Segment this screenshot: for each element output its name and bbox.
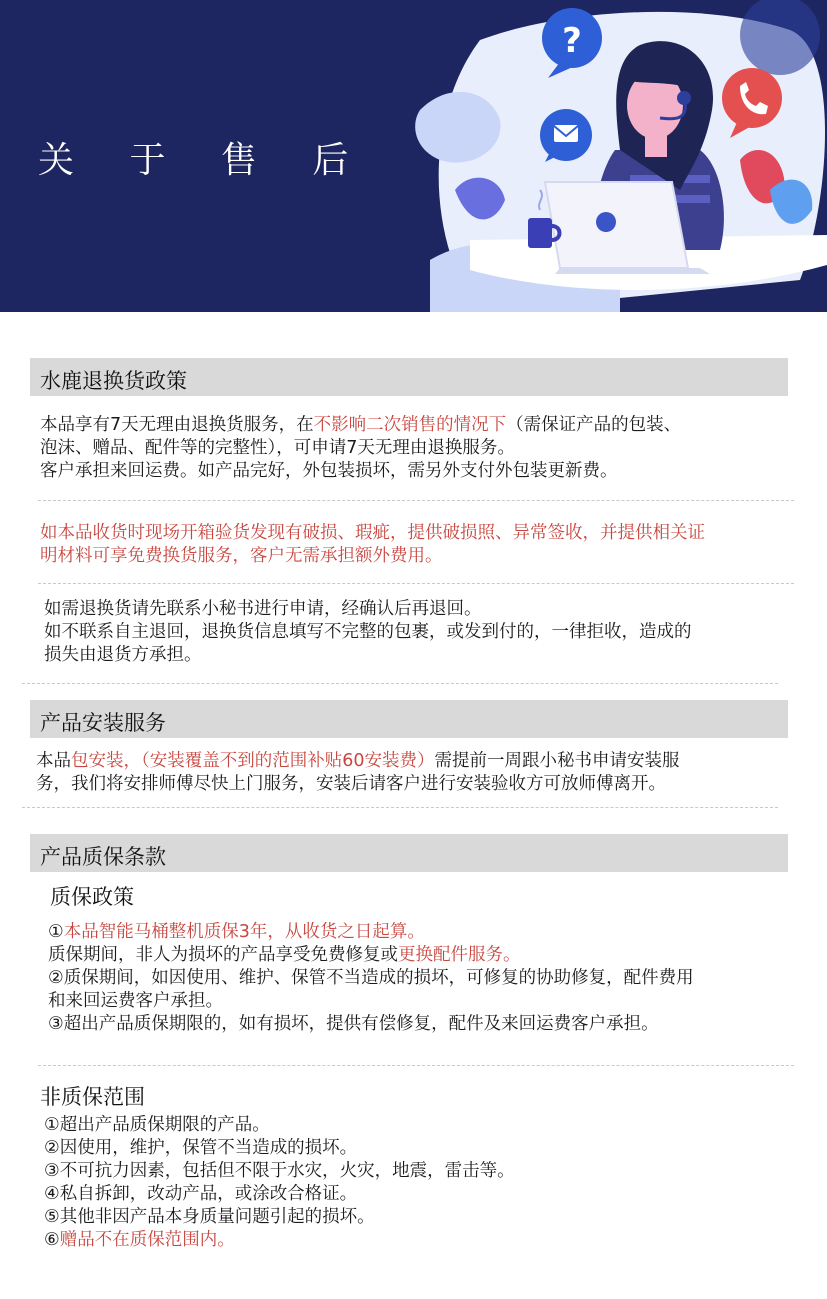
divider	[38, 1065, 794, 1066]
return-policy-paragraph-2	[40, 522, 705, 568]
section-heading-warranty	[30, 834, 788, 872]
text-span: ①	[48, 922, 64, 942]
return-policy-paragraph-3	[44, 598, 692, 667]
install-paragraph	[36, 750, 680, 796]
list-item: ③不可抗力因素，包括但不限于水灾，火灾，地震，雷击等。	[44, 1161, 515, 1181]
non-warranty-title: 非质保范围	[40, 1085, 145, 1109]
text-line: 如需退换货请先联系小秘书进行申请，经确认后再退回。	[44, 599, 482, 619]
highlight-text: 不影响二次销售的情况下	[313, 415, 507, 435]
divider	[22, 807, 778, 808]
text-line: ③超出产品质保期限的，如有损坏，提供有偿修复，配件及来回运费客户承担。	[48, 1014, 659, 1034]
divider	[38, 500, 794, 501]
non-warranty-items	[44, 1114, 515, 1252]
text-line: 和来回运费客户承担。	[48, 991, 223, 1011]
list-item: ②因使用，维护，保管不当造成的损坏。	[44, 1138, 358, 1158]
warranty-policy-items	[48, 921, 694, 1036]
highlight-text: 更换配件服务。	[398, 945, 521, 965]
hero-banner	[0, 0, 827, 312]
text-span: （需保证产品的包装、	[506, 415, 682, 435]
text-span: 质保期间，非人为损坏的产品享受免费修复或	[48, 945, 398, 965]
divider	[38, 583, 794, 584]
page-title: 关 于 售 后	[38, 140, 371, 181]
highlight-text: 包安装，（安装覆盖不到的范围补贴60安装费）	[71, 751, 435, 771]
list-item: ①超出产品质保期限的产品。	[44, 1115, 270, 1135]
text-line: 损失由退货方承担。	[44, 645, 202, 665]
list-item: ⑤其他非因产品本身质量问题引起的损坏。	[44, 1207, 375, 1227]
text-line: 客户承担来回运费。如产品完好，外包装损坏，需另外支付外包装更新费。	[40, 461, 618, 481]
text-span: ⑥	[44, 1230, 60, 1250]
text-line	[48, 921, 694, 944]
text-span: 本品享有7天无理由退换货服务，在	[40, 415, 314, 435]
section-heading-text: 产品安装服务	[40, 711, 166, 735]
section-heading-text: 水鹿退换货政策	[40, 369, 187, 393]
list-item	[44, 1229, 515, 1252]
section-heading-text: 产品质保条款	[40, 845, 166, 869]
text-span: 本品	[36, 751, 71, 771]
text-line: 泡沫、赠品、配件等的完整性），可申请7天无理由退换服务。	[40, 438, 515, 458]
divider	[22, 683, 778, 684]
text-line: 如不联系自主退回，退换货信息填写不完整的包裹，或发到付的，一律拒收，造成的	[44, 622, 692, 642]
section-heading-return-policy	[30, 358, 788, 396]
highlight-text: 如本品收货时现场开箱验货发现有破损、瑕疵，提供破损照、异常签收，并提供相关证	[40, 523, 705, 543]
highlight-text: 明材料可享免费换货服务，客户无需承担额外费用。	[40, 546, 443, 566]
text-line	[36, 750, 680, 773]
text-span: 需提前一周跟小秘书申请安装服	[434, 751, 680, 771]
highlight-text: 赠品不在质保范围内。	[59, 1230, 235, 1250]
svg-text:?: ?	[562, 21, 582, 61]
text-line: ②质保期间，如因使用、维护、保管不当造成的损坏，可修复的协助修复，配件费用	[48, 968, 694, 988]
warranty-policy-title: 质保政策	[50, 885, 134, 909]
text-line	[40, 414, 681, 437]
list-item: ④私自拆卸，改动产品，或涂改合格证。	[44, 1184, 358, 1204]
return-policy-paragraph-1	[40, 414, 681, 483]
section-heading-install	[30, 700, 788, 738]
text-line	[48, 944, 694, 967]
text-line: 务，我们将安排师傅尽快上门服务，安装后请客户进行安装验收方可放师傅离开。	[36, 774, 666, 794]
highlight-text: 本品智能马桶整机质保3年，从收货之日起算。	[63, 922, 425, 942]
